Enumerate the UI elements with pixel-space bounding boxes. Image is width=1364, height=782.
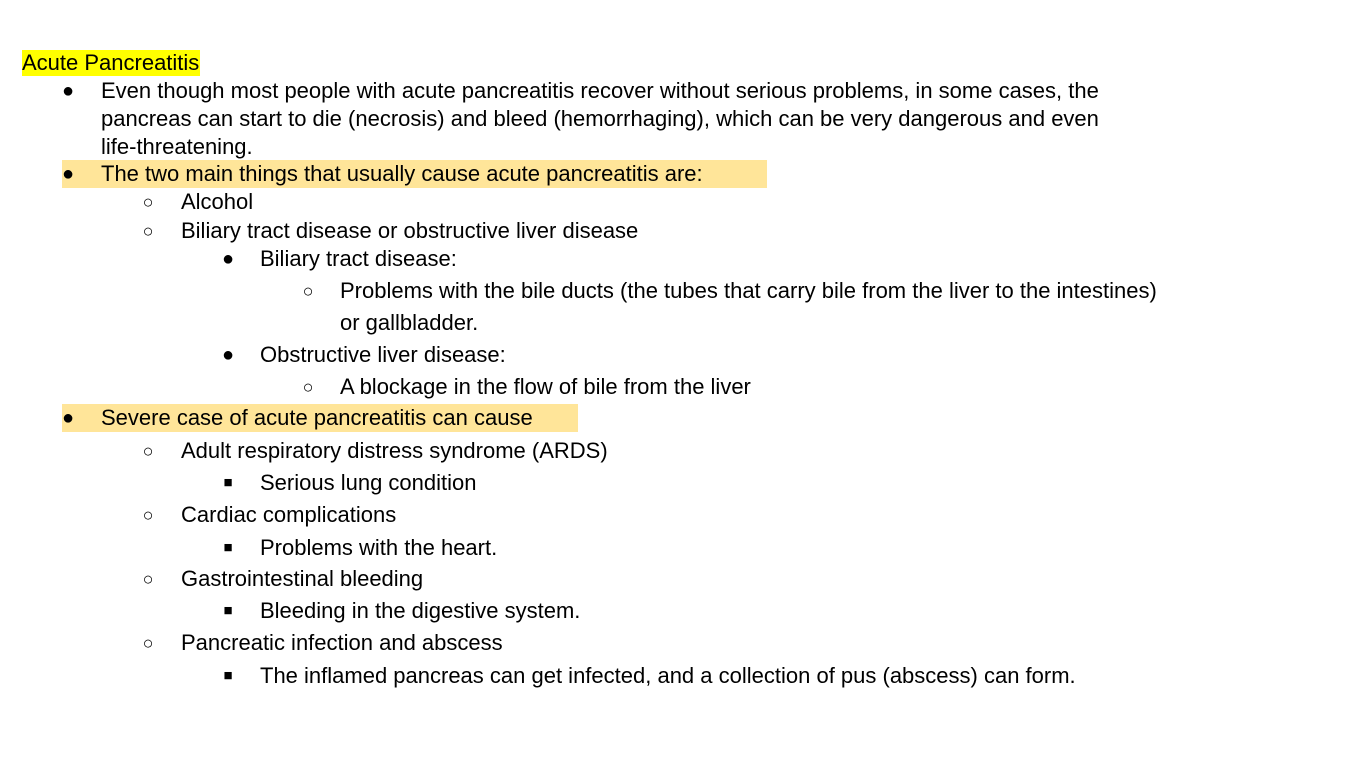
bullet-circle-icon: ○	[142, 569, 154, 589]
list-item-text: Problems with the bile ducts (the tubes that carry bile from the liver to the intestines)	[340, 278, 1157, 303]
list-item-text: The two main things that usually cause acute pancreatitis are:	[101, 161, 703, 186]
bullet-circle-icon: ○	[142, 633, 154, 653]
bullet-square-icon: ■	[223, 474, 233, 491]
bullet-circle-icon: ○	[142, 441, 154, 461]
bullet-square-icon: ■	[223, 602, 233, 619]
bullet-disc-icon: ●	[221, 248, 235, 270]
list-item-text: Alcohol	[181, 189, 254, 214]
bullet-disc-icon: ●	[221, 344, 235, 366]
bullet-circle-icon: ○	[142, 192, 154, 212]
bullet-circle-icon: ○	[302, 377, 314, 397]
bullet-circle-icon: ○	[142, 221, 154, 241]
list-item-text: Obstructive liver disease:	[260, 342, 506, 367]
list-item-continuation	[101, 105, 1099, 133]
bullet-disc-icon: ●	[61, 80, 75, 102]
list-item-text: Bleeding in the digestive system.	[260, 598, 581, 623]
bullet-circle-icon: ○	[142, 505, 154, 525]
list-item-text: Cardiac complications	[181, 502, 397, 527]
list-item-text: Pancreatic infection and abscess	[181, 630, 503, 655]
list-item-highlighted	[62, 404, 578, 432]
heading-acute-pancreatitis: Acute Pancreatitis	[22, 50, 200, 75]
list-item-text: pancreas can start to die (necrosis) and bleed (hemorrhaging), which can be very dangerous and even	[101, 106, 1099, 131]
list-item-text: Problems with the heart.	[260, 535, 498, 560]
list-item-highlighted	[62, 160, 767, 188]
list-item-continuation	[101, 133, 253, 161]
bullet-disc-icon: ●	[61, 407, 75, 429]
list-item-text: A blockage in the flow of bile from the liver	[340, 374, 751, 399]
list-item-text: Gastrointestinal bleeding	[181, 566, 424, 591]
list-item-text: life-threatening.	[101, 134, 253, 159]
list-item-continuation	[340, 309, 478, 337]
list-item-text: Serious lung condition	[260, 470, 477, 495]
list-item-text: Severe case of acute pancreatitis can cause	[101, 405, 533, 430]
bullet-square-icon: ■	[223, 667, 233, 684]
list-item-text: The inflamed pancreas can get infected, and a collection of pus (abscess) can form.	[260, 663, 1076, 688]
list-item-text: Biliary tract disease or obstructive liver disease	[181, 218, 639, 243]
list-item-text: Adult respiratory distress syndrome (ARDS)	[181, 438, 608, 463]
bullet-square-icon: ■	[223, 539, 233, 556]
list-item-text: or gallbladder.	[340, 310, 479, 335]
bullet-disc-icon: ●	[61, 163, 75, 185]
list-item-text: Biliary tract disease:	[260, 246, 457, 271]
bullet-circle-icon: ○	[302, 281, 314, 301]
list-item-text: Even though most people with acute pancreatitis recover without serious problems, in some cases, the	[101, 78, 1099, 103]
